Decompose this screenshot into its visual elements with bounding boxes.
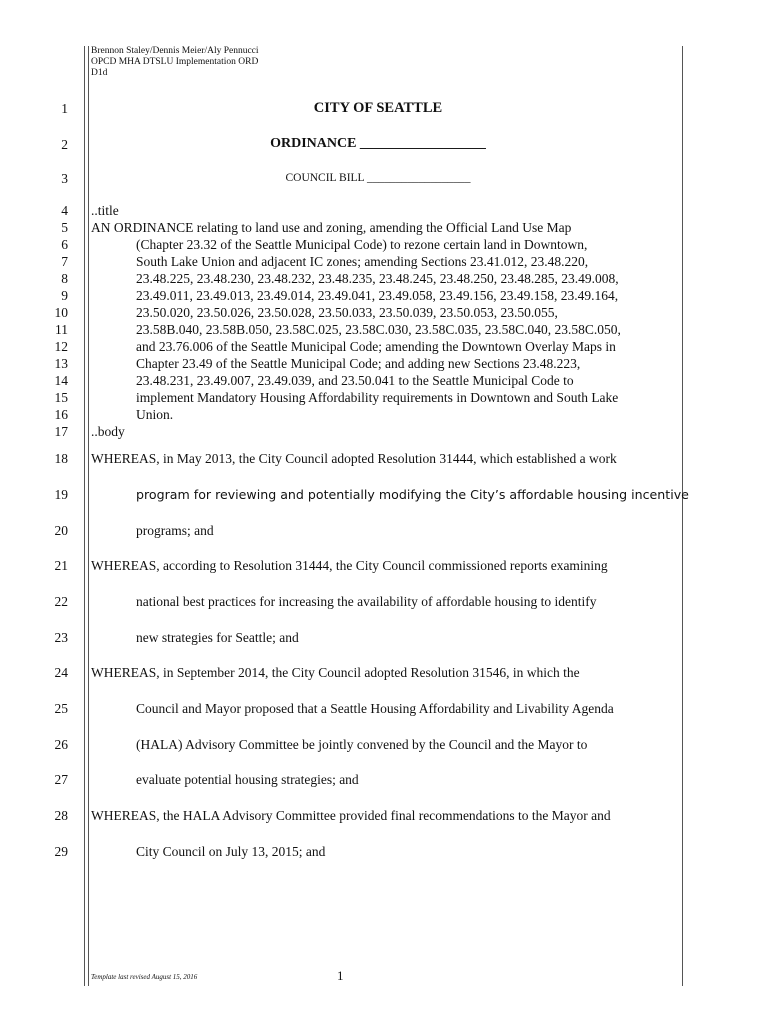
body-line: Council and Mayor proposed that a Seattle Housing Affordability and Livability Agenda: [136, 701, 614, 716]
line-number: 8: [61, 271, 68, 286]
line-number: 22: [54, 594, 68, 609]
city-title: CITY OF SEATTLE: [313, 100, 443, 116]
line-number: 16: [54, 407, 68, 422]
body-line: WHEREAS, according to Resolution 31444, the City Council commissioned reports examining: [91, 558, 608, 573]
body-line: Union.: [136, 407, 174, 422]
body-line: WHEREAS, in September 2014, the City Council adopted Resolution 31546, in which the: [91, 665, 580, 680]
line-number: 18: [54, 451, 68, 466]
body-line: program for reviewing and potentially modifying the City’s affordable housing incentive: [136, 487, 689, 502]
line-number: 13: [54, 356, 68, 371]
ordinance-title: ORDINANCE __________________: [270, 136, 486, 151]
body-line: City Council on July 13, 2015; and: [136, 844, 326, 859]
line-number: 17: [54, 424, 68, 439]
body-line: (Chapter 23.32 of the Seattle Municipal Code) to rezone certain land in Downtown,: [136, 237, 588, 252]
body-line: South Lake Union and adjacent IC zones; amending Sections 23.41.012, 23.48.220,: [136, 254, 589, 269]
line-number: 27: [54, 772, 68, 787]
line-number: 2: [61, 137, 68, 152]
line-number: 4: [61, 203, 68, 218]
line-number: 10: [54, 305, 68, 320]
line-number: 9: [61, 288, 68, 303]
line-number: 24: [54, 665, 68, 680]
line-number: 28: [54, 808, 68, 823]
body-line: Chapter 23.49 of the Seattle Municipal Code; and adding new Sections 23.48.223,: [136, 356, 581, 371]
body-line: 23.50.020, 23.50.026, 23.50.028, 23.50.033, 23.50.039, 23.50.053, 23.50.055,: [136, 305, 558, 320]
body-line: 23.48.231, 23.49.007, 23.49.039, and 23.50.041 to the Seattle Municipal Code to: [136, 373, 574, 388]
council-bill-line: COUNCIL BILL __________________: [285, 172, 471, 184]
line-number: 29: [54, 844, 68, 859]
body-marker: ..body: [91, 424, 125, 439]
header-authors: Brennon Staley/Dennis Meier/Aly Pennucci: [91, 46, 259, 56]
title-marker: ..title: [91, 203, 119, 218]
body-line: 23.48.225, 23.48.230, 23.48.232, 23.48.235, 23.48.245, 23.48.250, 23.48.285, 23.49.008,: [136, 271, 619, 286]
line-number: 23: [54, 630, 68, 645]
line-number: 15: [54, 390, 68, 405]
line-number: 6: [61, 237, 68, 252]
body-line: national best practices for increasing the availability of affordable housing to identify: [136, 594, 597, 609]
margin-rule-left-inner: [88, 46, 89, 986]
margin-rule-right: [682, 46, 683, 986]
line-number: 3: [61, 171, 68, 186]
margin-rule-left: [84, 46, 85, 986]
line-number: 11: [55, 322, 68, 337]
line-number: 25: [54, 701, 68, 716]
line-number: 14: [54, 373, 68, 388]
body-line: WHEREAS, in May 2013, the City Council adopted Resolution 31444, which established a work: [91, 451, 617, 466]
body-line: new strategies for Seattle; and: [136, 630, 299, 645]
line-number: 5: [61, 220, 68, 235]
line-number: 19: [54, 487, 68, 502]
template-revision-note: Template last revised August 15, 2016: [91, 973, 198, 981]
body-line: implement Mandatory Housing Affordability requirements in Downtown and South Lake: [136, 390, 619, 405]
body-line: WHEREAS, the HALA Advisory Committee provided final recommendations to the Mayor and: [91, 808, 611, 823]
document-header: [91, 46, 259, 79]
line-number: 20: [54, 523, 68, 538]
body-line: 23.49.011, 23.49.013, 23.49.014, 23.49.041, 23.49.058, 23.49.156, 23.49.158, 23.49.164,: [136, 288, 619, 303]
body-line: (HALA) Advisory Committee be jointly convened by the Council and the Mayor to: [136, 737, 588, 752]
body-line: programs; and: [136, 523, 214, 538]
body-line: evaluate potential housing strategies; and: [136, 772, 359, 787]
line-number: 26: [54, 737, 68, 752]
line-number: 21: [54, 558, 68, 573]
line-number: 1: [61, 101, 68, 116]
body-line: 23.58B.040, 23.58B.050, 23.58C.025, 23.58C.030, 23.58C.035, 23.58C.040, 23.58C.050,: [136, 322, 621, 337]
header-office: OPCD MHA DTSLU Implementation ORD: [91, 57, 259, 67]
body-line: AN ORDINANCE relating to land use and zoning, amending the Official Land Use Map: [91, 220, 572, 235]
body-line: and 23.76.006 of the Seattle Municipal Code; amending the Downtown Overlay Maps in: [136, 339, 616, 354]
line-number: 7: [61, 254, 68, 269]
page-number: 1: [337, 968, 344, 983]
line-number: 12: [54, 339, 68, 354]
header-version: D1d: [91, 68, 108, 78]
